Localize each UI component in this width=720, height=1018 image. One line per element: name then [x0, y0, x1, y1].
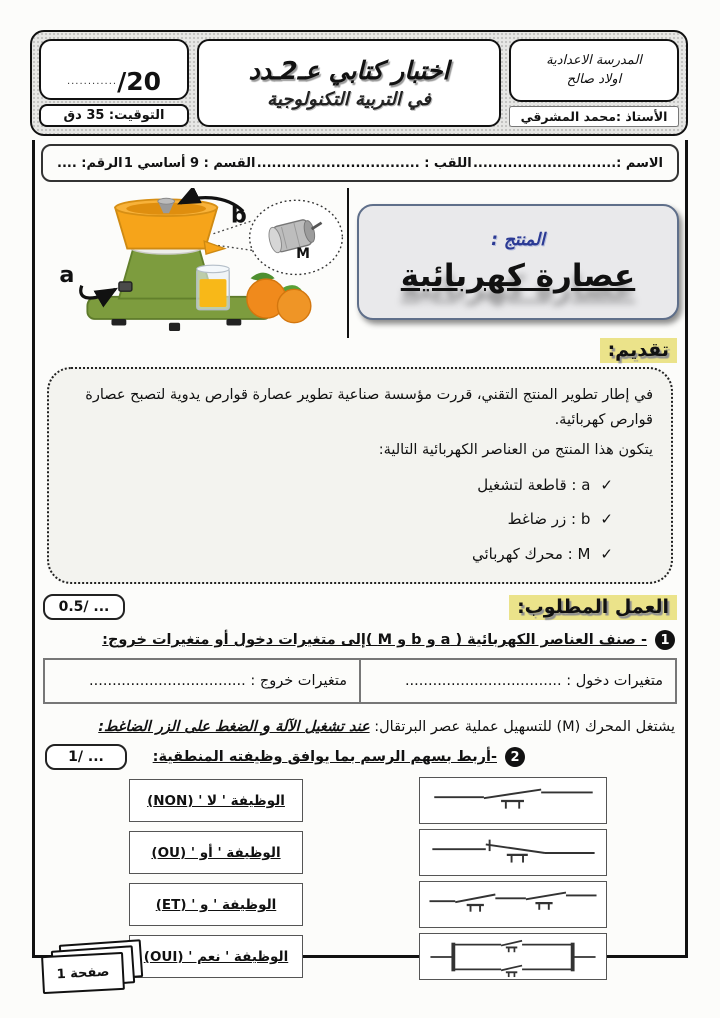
power-switch — [119, 282, 132, 291]
student-name-field: الاسم :............................. — [472, 155, 663, 171]
variables-table — [43, 658, 677, 704]
component-b-text: b : زر ضاغط — [507, 510, 591, 529]
components-list — [67, 473, 613, 568]
question-1-row — [45, 630, 675, 650]
juicer-spout — [204, 241, 224, 254]
check-icon: ✓ — [600, 475, 613, 494]
input-variables-label: متغيرات دخول : .................................. — [404, 673, 663, 690]
question-1-number: 1 — [655, 630, 675, 650]
list-item — [67, 542, 613, 568]
juicer-foot-right — [226, 319, 241, 325]
circuit-diagram-box-4 — [419, 933, 607, 980]
part-label-b: b — [230, 202, 247, 229]
check-icon: ✓ — [600, 544, 613, 563]
juice-glass — [197, 265, 229, 310]
intro-heading: تقديم: — [600, 338, 677, 363]
work-heading-row — [41, 594, 679, 620]
exam-title-box — [197, 39, 501, 127]
two-contacts-series-diagram — [422, 884, 604, 926]
total-score-box — [39, 39, 189, 100]
intro-paragraph-1: في إطار تطوير المنتج التقني، قررت مؤسسة صناعية تطوير عصارة قوارص يدوية لتصبح عصارة قوارص كهربائية. — [85, 387, 653, 428]
school-name-line2: اولاد صالح — [566, 71, 622, 87]
exam-header — [30, 30, 688, 136]
juicer-image-wrap — [41, 188, 347, 348]
juicer-foot-center — [169, 323, 180, 331]
motor-operation-sentence — [45, 716, 675, 736]
motor-sentence-stem: يشتغل المحرك (M) للتسهيل عملية عصر البرتقال: — [369, 719, 675, 736]
component-a-text: a : قاطعة لتشغيل — [477, 475, 591, 494]
question-2-row — [45, 744, 675, 770]
school-name-box — [509, 39, 679, 102]
question-2-number: 2 — [505, 747, 525, 767]
vertical-divider — [347, 188, 349, 338]
product-row — [41, 188, 679, 350]
matching-row-non — [41, 778, 679, 823]
output-variables-cell — [45, 660, 361, 702]
motor-answer-conjunction: و — [261, 716, 271, 737]
part-label-a: a — [59, 261, 75, 288]
product-name: عصارة كهربائية — [400, 258, 636, 294]
work-heading: العمل المطلوب: — [509, 595, 677, 620]
juicer-foot-left — [111, 319, 126, 325]
list-item — [67, 473, 613, 499]
question-2-inner — [153, 747, 525, 767]
question-1-text: - صنف العناصر الكهربائية ( a و b و M )إلى متغيرات دخول أو متغيرات خروج: — [102, 632, 647, 649]
matching-row-ou — [41, 830, 679, 875]
two-contacts-parallel-diagram — [422, 936, 604, 978]
school-name-line1: المدرسة الاعدادية — [546, 52, 642, 68]
intro-paragraph-2: يتكون هذا المنتج من العناصر الكهربائية التالية: — [378, 442, 653, 459]
circuit-diagram-box-2 — [419, 829, 607, 876]
intro-box — [47, 367, 673, 584]
score-out-of-20: /20 — [117, 67, 162, 96]
function-label-box-oui — [129, 935, 303, 978]
matching-row-et — [41, 882, 679, 927]
component-m-text: M : محرك كهربائي — [472, 544, 591, 563]
check-icon: ✓ — [600, 510, 613, 529]
juicer-base — [87, 297, 271, 319]
function-label-box-et — [129, 883, 303, 926]
question2-score-chip: 1/ ... — [45, 744, 127, 770]
function-label-et: الوظيفة ' و ' (ET) — [155, 896, 277, 913]
function-label-ou: الوظيفة ' أو ' (OU) — [151, 844, 281, 861]
motor-answer-part1: عند تشغيل الآلة — [270, 719, 370, 736]
student-surname-field: اللقب : ................................. — [256, 155, 472, 171]
page-stack-icon — [34, 940, 144, 1002]
circuit-diagram-box-3 — [419, 881, 607, 928]
function-label-non: الوظيفة ' لا ' (NON) — [147, 792, 285, 809]
exam-title: اختبار كتابي عـ2ـدد — [248, 56, 450, 85]
oranges — [247, 273, 311, 323]
motor-label: M — [296, 245, 310, 262]
product-label: المنتج : — [491, 230, 545, 250]
question1-score-chip: 0.5/ ... — [43, 594, 125, 620]
motor-answer-part2: الضغط على الزر الضاغط: — [98, 719, 262, 736]
single-contact-closed-switch-diagram — [422, 832, 604, 874]
function-label-oui: الوظيفة ' نعم ' (OUI) — [143, 948, 289, 965]
question-2-text: -أربط بسهم الرسم بما يوافق وظيفته المنطقية: — [152, 749, 497, 766]
juicer-image — [41, 188, 347, 348]
circuit-diagram-box-1 — [419, 777, 607, 824]
score-blank-dots: ............ — [66, 76, 118, 87]
content-frame — [32, 140, 688, 965]
function-label-box-ou — [129, 831, 303, 874]
teacher-name: الأستاذ :محمد المشرقي — [509, 106, 679, 127]
product-name-box — [357, 204, 679, 320]
student-number-field: الرقم: .... — [57, 155, 123, 171]
page-number-label: صفحة 1 — [41, 952, 125, 994]
exam-subject: في التربية التكنولوجية — [267, 89, 431, 110]
exam-duration: التوقيت: 35 دق — [39, 104, 189, 127]
list-item — [67, 507, 613, 533]
school-column — [509, 39, 679, 127]
student-identity-row — [41, 144, 679, 182]
score-column — [39, 39, 189, 127]
output-variables-label: متغيرات خروج : .................................. — [89, 673, 347, 690]
input-variables-cell — [361, 660, 675, 702]
function-label-box-non — [129, 779, 303, 822]
single-contact-open-switch-diagram — [422, 780, 604, 822]
student-class-field: القسم : 9 أساسي 1 — [123, 155, 256, 171]
